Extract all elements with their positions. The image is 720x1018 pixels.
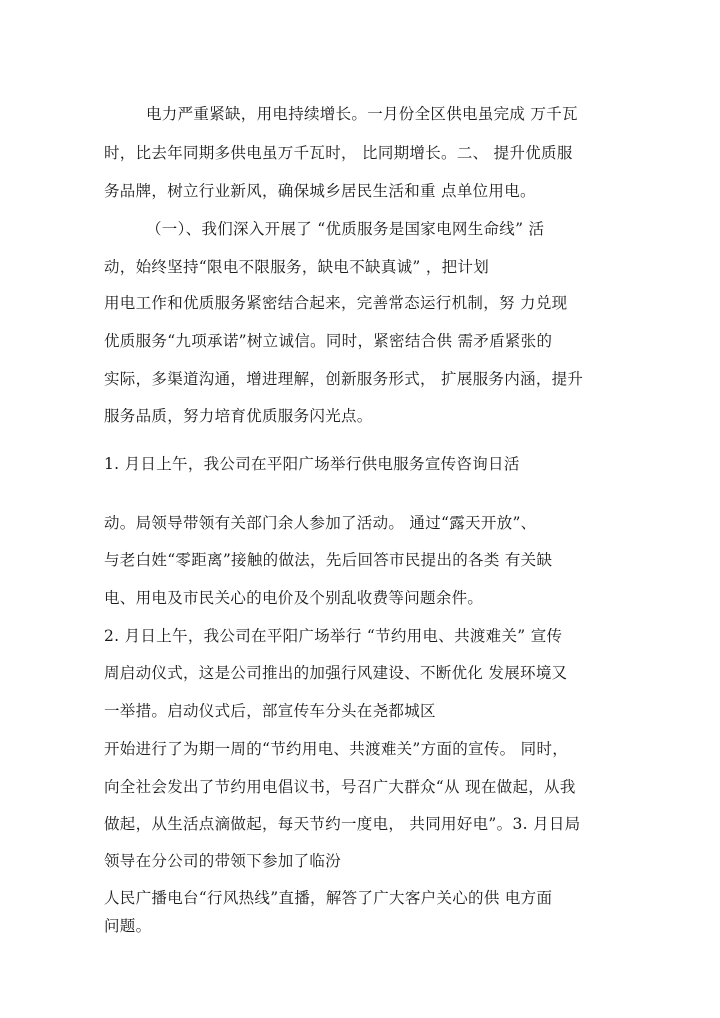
text-line-1: 电力严重紧缺，用电持续增长。一月份全区供电虽完成 万千瓦 bbox=[146, 105, 578, 123]
text-line-5: 动，始终坚持“限电不限服务，缺电不缺真诚” ，把计划 bbox=[104, 258, 490, 276]
text-line-17: 开始进行了为期一周的“节约用电、共渡难关”方面的宣传。 同时， bbox=[104, 740, 569, 758]
text-line-8: 实际，多渠道沟通，增进理解，创新服务形式， 扩展服务内涵，提升 bbox=[104, 370, 584, 388]
text-line-7: 优质服务“九项承诺”树立诚信。同时，紧密结合供 需矛盾紧张的 bbox=[104, 332, 553, 350]
text-line-18: 向全社会发出了节约用电倡议书，号召广大群众“从 现在做起，从我 bbox=[104, 778, 576, 796]
text-line-11: 动。局领导带领有关部门余人参加了活动。 通过“露天开放”、 bbox=[104, 514, 537, 532]
text-line-10: 1. 月日上午，我公司在平阳广场举行供电服务宣传咨询日活 bbox=[104, 455, 520, 473]
text-line-13: 电、用电及市民关心的电价及个别乱收费等问题余件。 bbox=[104, 589, 484, 607]
text-line-15: 周启动仪式，这是公司推出的加强行风建设、不断优化 发展环境又 bbox=[104, 664, 568, 682]
text-line-9: 服务品质，努力培育优质服务闪光点。 bbox=[104, 407, 373, 425]
text-line-16: 一举措。启动仪式后，部宣传车分头在尧都城区 bbox=[104, 702, 436, 720]
text-line-4: （一）、我们深入开展了 “优质服务是国家电网生命线” 活 bbox=[146, 220, 545, 238]
text-line-12: 与老白姓“零距离”接触的做法，先后回答市民提出的各类 有关缺 bbox=[104, 551, 553, 569]
text-line-3: 务品牌，树立行业新风，确保城乡居民生活和重 点单位用电。 bbox=[104, 182, 536, 200]
text-line-14: 2. 月日上午，我公司在平阳广场举行 “节约用电、共渡难关” 宣传 bbox=[104, 627, 563, 645]
text-line-19: 做起，从生活点滴做起，每天节约一度电， 共同用好电”。3. 月日局 bbox=[104, 815, 581, 833]
text-line-6: 用电工作和优质服务紧密结合起来，完善常态运行机制，努 力兑现 bbox=[104, 294, 568, 312]
text-line-20: 领导在分公司的带领下参加了临汾 bbox=[104, 852, 342, 870]
text-line-21: 人民广播电台“行风热线”直播，解答了广大客户关心的供 电方面 bbox=[104, 889, 553, 907]
text-line-22: 问题。 bbox=[104, 917, 152, 935]
text-line-2: 时，比去年同期多供电虽万千瓦时， 比同期增长。二、 提升优质服 bbox=[104, 144, 573, 162]
